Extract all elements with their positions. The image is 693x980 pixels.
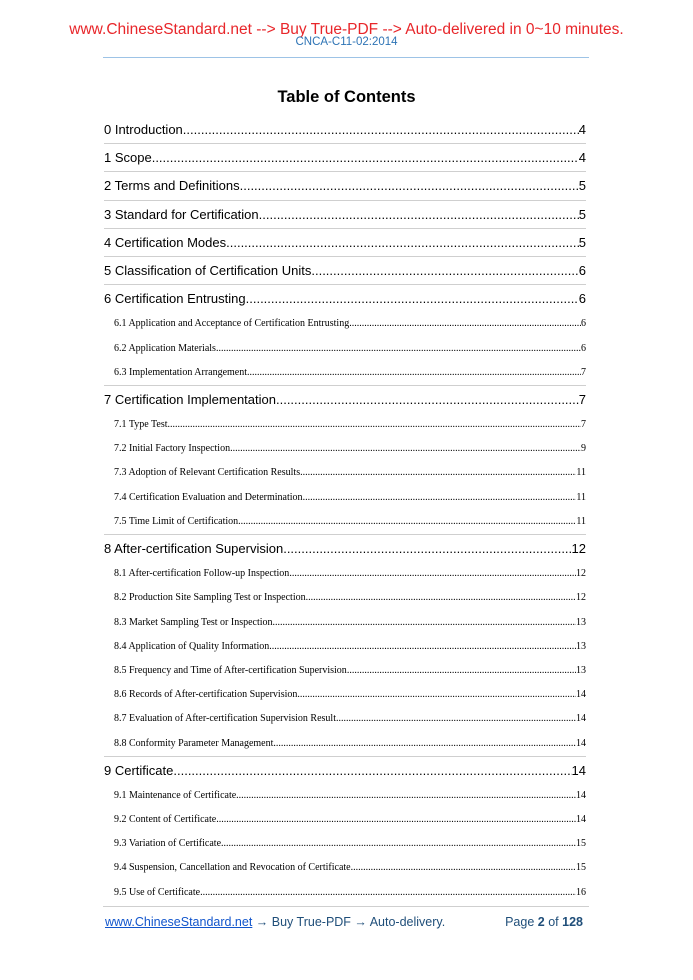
toc-dot-leader (221, 832, 576, 856)
toc-dot-leader (152, 144, 579, 171)
toc-entry-label: 7.4 Certification Evaluation and Determination (114, 491, 303, 503)
page-footer (105, 915, 583, 933)
toc-section-entry[interactable] (104, 228, 586, 256)
toc-entry-label: 9.3 Variation of Certificate (114, 838, 222, 850)
toc-dot-leader (236, 784, 576, 808)
toc-entry-label: 7.3 Adoption of Relevant Certification Results (114, 467, 301, 479)
toc-subsection-entry[interactable] (104, 562, 586, 586)
toc-section-entry[interactable] (104, 534, 586, 562)
toc-subsection-entry[interactable] (104, 732, 586, 756)
toc-dot-leader (183, 116, 579, 143)
toc-entry-label: 9 Certificate (104, 762, 174, 778)
toc-entry-page: 13 (576, 616, 586, 628)
toc-entry-page: 6 (581, 342, 586, 354)
toc-entry-label: 8.8 Conformity Parameter Management (114, 737, 274, 749)
toc-dot-leader (300, 461, 576, 485)
toc-subsection-entry[interactable] (104, 832, 586, 856)
toc-entry-label: 6.3 Implementation Arrangement (114, 366, 248, 378)
document-code: CNCA-C11-02:2014 (295, 36, 398, 48)
toc-dot-leader (216, 337, 581, 361)
toc-entry-page: 12 (571, 541, 586, 556)
toc-entry-page: 4 (578, 122, 586, 137)
total-pages-number: 128 (562, 915, 583, 929)
toc-entry-label: 9.4 Suspension, Cancellation and Revocation of Certificate (114, 862, 351, 874)
table-of-contents (104, 116, 586, 905)
toc-dot-leader (200, 881, 576, 905)
toc-section-entry[interactable] (104, 284, 586, 312)
toc-subsection-entry[interactable] (104, 486, 586, 510)
toc-subsection-entry[interactable] (104, 659, 586, 683)
toc-entry-page: 7 (581, 366, 586, 378)
footer-site-link[interactable]: www.ChineseStandard.net (105, 915, 253, 929)
toc-entry-label: 8.2 Production Site Sampling Test or Inspection (114, 592, 306, 604)
toc-subsection-entry[interactable] (104, 808, 586, 832)
toc-entry-page: 12 (576, 592, 586, 604)
toc-subsection-entry[interactable] (104, 437, 586, 461)
toc-entry-label: 2 Terms and Definitions (104, 178, 240, 194)
toc-entry-page: 15 (576, 862, 586, 874)
toc-subsection-entry[interactable] (104, 856, 586, 880)
toc-entry-label: 3 Standard for Certification (104, 206, 259, 222)
toc-dot-leader (349, 312, 581, 336)
toc-section-entry[interactable] (104, 256, 586, 284)
toc-entry-page: 14 (576, 689, 586, 701)
toc-dot-leader (240, 172, 579, 199)
toc-dot-leader (351, 856, 576, 880)
toc-entry-page: 11 (576, 467, 586, 479)
toc-entry-page: 6 (581, 318, 586, 330)
toc-entry-label: 8.6 Records of After-certification Supervision (114, 689, 298, 701)
toc-entry-label: 4 Certification Modes (104, 234, 227, 250)
toc-subsection-entry[interactable] (104, 881, 586, 905)
toc-dot-leader (273, 732, 576, 756)
toc-dot-leader (226, 229, 579, 256)
toc-section-entry[interactable] (104, 385, 586, 413)
toc-dot-leader (259, 201, 579, 228)
toc-dot-leader (247, 361, 581, 385)
toc-entry-page: 14 (571, 762, 586, 778)
page-title: Table of Contents (277, 88, 416, 106)
toc-subsection-entry[interactable] (104, 586, 586, 610)
toc-entry-page: 5 (578, 234, 586, 250)
toc-subsection-entry[interactable] (104, 707, 586, 731)
toc-entry-label: 5 Classification of Certification Units (104, 262, 312, 278)
toc-entry-label: 1 Scope (104, 150, 152, 166)
of-word: of (548, 915, 559, 929)
page-word: Page (505, 915, 535, 929)
toc-entry-label: 7 Certification Implementation (104, 391, 276, 407)
toc-dot-leader (283, 535, 571, 562)
toc-subsection-entry[interactable] (104, 413, 586, 437)
toc-dot-leader (173, 757, 571, 784)
toc-dot-leader (238, 510, 576, 534)
toc-entry-label: 6 Certification Entrusting (104, 291, 246, 307)
toc-entry-page: 7 (578, 391, 586, 407)
toc-entry-label: 8.4 Application of Quality Information (114, 640, 270, 652)
toc-entry-label: 8.7 Evaluation of After-certification Supervision Result (114, 713, 336, 725)
toc-entry-label: 9.5 Use of Certificate (114, 886, 201, 898)
toc-dot-leader (269, 635, 576, 659)
toc-subsection-entry[interactable] (104, 635, 586, 659)
toc-entry-page: 14 (576, 814, 586, 826)
toc-entry-page: 11 (576, 515, 586, 527)
toc-entry-page: 14 (576, 713, 586, 725)
toc-section-entry[interactable] (104, 171, 586, 199)
footer-promo-text: → Buy True-PDF → Auto-delivery. (252, 915, 446, 929)
toc-entry-page: 14 (576, 789, 586, 801)
toc-subsection-entry[interactable] (104, 611, 586, 635)
toc-dot-leader (347, 659, 576, 683)
toc-section-entry[interactable] (104, 756, 586, 784)
toc-dot-leader (297, 683, 576, 707)
promo-banner[interactable]: www.ChineseStandard.net --> Buy True-PDF --> Auto-delivered in 0~10 minutes. (69, 21, 624, 38)
toc-entry-label: 8.1 After-certification Follow-up Inspection (114, 568, 290, 580)
toc-subsection-entry[interactable] (104, 461, 586, 485)
toc-entry-page: 4 (578, 150, 586, 166)
toc-dot-leader (273, 611, 576, 635)
toc-entry-page: 11 (576, 491, 586, 503)
toc-entry-label: 7.1 Type Test (114, 419, 168, 431)
toc-subsection-entry[interactable] (104, 337, 586, 361)
toc-subsection-entry[interactable] (104, 784, 586, 808)
toc-dot-leader (168, 413, 581, 437)
toc-entry-page: 13 (576, 640, 586, 652)
toc-entry-page: 9 (581, 443, 586, 455)
toc-dot-leader (230, 437, 581, 461)
toc-entry-page: 7 (581, 419, 586, 431)
toc-entry-label: 7.5 Time Limit of Certification (114, 515, 239, 527)
toc-dot-leader (311, 257, 578, 284)
toc-entry-label: 8 After-certification Supervision (104, 541, 284, 556)
header-divider (103, 57, 589, 58)
toc-entry-page: 15 (576, 838, 586, 850)
toc-dot-leader (276, 386, 579, 413)
page-indicator (505, 915, 583, 929)
toc-entry-label: 9.1 Maintenance of Certificate (114, 789, 237, 801)
toc-entry-label: 6.1 Application and Acceptance of Certification Entrusting (114, 318, 350, 330)
toc-entry-label: 6.2 Application Materials (114, 342, 216, 354)
toc-entry-page: 5 (578, 206, 586, 222)
current-page-number: 2 (537, 915, 545, 929)
toc-subsection-entry[interactable] (104, 361, 586, 385)
footer-divider (103, 906, 589, 907)
toc-section-entry[interactable] (104, 143, 586, 171)
toc-dot-leader (303, 486, 577, 510)
toc-subsection-entry[interactable] (104, 683, 586, 707)
toc-dot-leader (289, 562, 576, 586)
toc-entry-page: 13 (576, 664, 586, 676)
toc-entry-label: 9.2 Content of Certificate (114, 814, 217, 826)
toc-entry-page: 6 (578, 291, 586, 307)
toc-section-entry[interactable] (104, 116, 586, 143)
toc-entry-label: 8.3 Market Sampling Test or Inspection (114, 616, 273, 628)
toc-section-entry[interactable] (104, 200, 586, 228)
toc-subsection-entry[interactable] (104, 510, 586, 534)
toc-entry-page: 14 (576, 737, 586, 749)
toc-dot-leader (306, 586, 576, 610)
toc-dot-leader (246, 285, 579, 312)
toc-entry-label: 0 Introduction (104, 122, 183, 137)
toc-entry-page: 5 (578, 178, 586, 194)
toc-entry-page: 12 (576, 568, 586, 580)
toc-subsection-entry[interactable] (104, 312, 586, 336)
toc-dot-leader (336, 707, 576, 731)
toc-entry-page: 6 (578, 262, 586, 278)
toc-entry-label: 8.5 Frequency and Time of After-certification Supervision (114, 664, 347, 676)
toc-entry-label: 7.2 Initial Factory Inspection (114, 443, 231, 455)
footer-promo (105, 915, 445, 929)
toc-dot-leader (216, 808, 576, 832)
toc-entry-page: 16 (576, 886, 586, 898)
